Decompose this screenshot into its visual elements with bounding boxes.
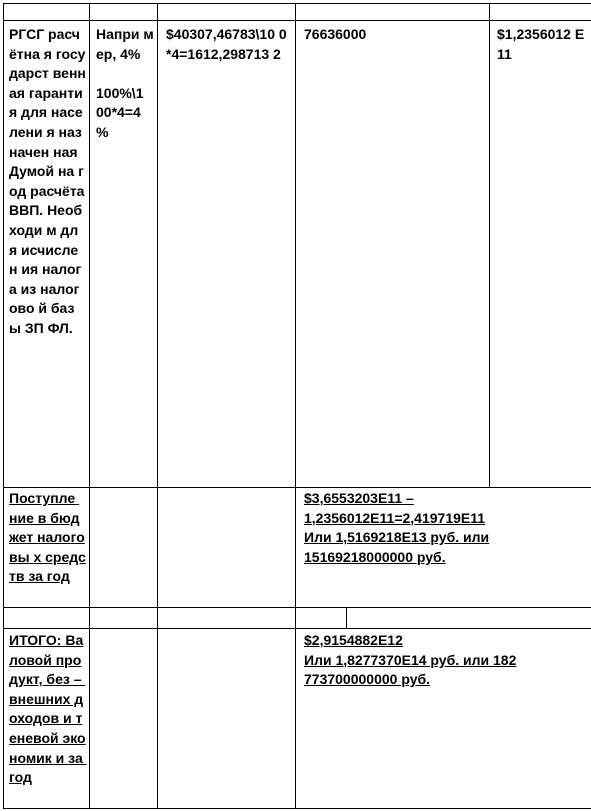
- table-border: [3, 487, 591, 488]
- table-border: [489, 3, 490, 488]
- table-border: [295, 3, 296, 809]
- table-border: [3, 628, 591, 629]
- row1-col2-text: Напри мер, 4% 100%\1 00*4=4 %: [96, 26, 154, 140]
- row2-value: $3,6553203E11 – 1,2356012E11=2,419719E11 Или 1,5169218E13 руб. или 15169218000000 руб.: [304, 490, 490, 565]
- row1-col4-text: 76636000: [304, 26, 367, 42]
- table-border: [89, 3, 90, 809]
- table-border: [3, 808, 591, 809]
- table-border: [157, 3, 158, 809]
- row1-col3-text: $40307,46783\10 0*4=1612,298713 2: [166, 26, 287, 62]
- table-border: [346, 607, 347, 629]
- table-border: [3, 3, 4, 809]
- total-value: $2,9154882E12 Или 1,8277370E14 руб. или 182 773700000000 руб.: [304, 632, 517, 688]
- row1-col1-text: РГСГ расчётна я государст венная гарантия для населени я назначен ная Думой на год расчёта ВВП. Необходи м для исчислен ия налога из налогово й базы ЗП ФЛ.: [9, 26, 89, 336]
- row1-col5-text: $1,2356012 E11: [497, 26, 585, 62]
- row2-label: Поступле ние в бюджет налоговы х средств за год: [9, 490, 86, 585]
- table-border: [3, 3, 591, 4]
- total-label: ИТОГО: Валовой продукт, без – внешних доходов и теневой экономик и за год: [9, 632, 87, 786]
- table-border: [3, 607, 591, 608]
- table-border: [3, 20, 591, 21]
